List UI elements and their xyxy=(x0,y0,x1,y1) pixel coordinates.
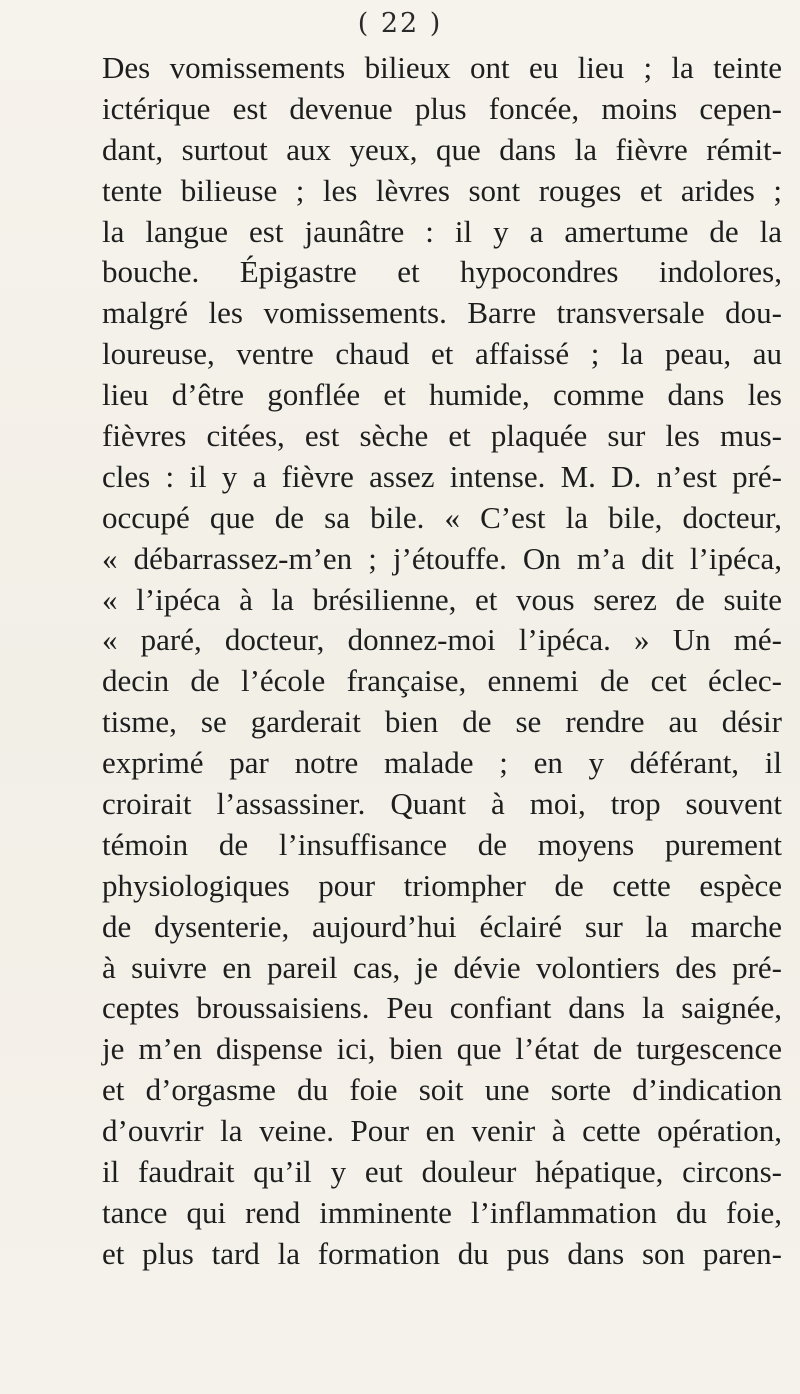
text-line: cles : il y a fièvre assez intense. M. D. n’est pré- xyxy=(102,458,782,494)
text-line: ictérique est devenue plus foncée, moins cepen- xyxy=(102,90,782,126)
text-line: la langue est jaunâtre : il y a amertume de la xyxy=(102,213,782,249)
text-line: d’ouvrir la veine. Pour en venir à cette opération, xyxy=(102,1113,782,1149)
text-line: fièvres citées, est sèche et plaquée sur les mus- xyxy=(102,418,782,454)
text-line: et d’orgasme du foie soit une sorte d’indication xyxy=(102,1072,782,1108)
text-line: lieu d’être gonflée et humide, comme dans les xyxy=(102,377,782,413)
text-line: à suivre en pareil cas, je dévie volontiers des pré- xyxy=(102,949,782,985)
text-line: tance qui rend imminente l’inflammation du foie, xyxy=(102,1194,782,1230)
body-text xyxy=(102,48,782,1275)
text-line: « débarrassez-m’en ; j’étouffe. On m’a dit l’ipéca, xyxy=(102,540,782,576)
text-line: je m’en dispense ici, bien que l’état de turgescence xyxy=(102,1031,782,1067)
page-number: ( 22 ) xyxy=(357,8,443,39)
text-line: il faudrait qu’il y eut douleur hépatique, circons- xyxy=(102,1154,782,1190)
text-line: occupé que de sa bile. « C’est la bile, docteur, xyxy=(102,499,782,535)
text-line: dant, surtout aux yeux, que dans la fièvre rémit- xyxy=(102,131,782,167)
text-line: « paré, docteur, donnez-moi l’ipéca. » Un mé- xyxy=(102,622,782,658)
text-line: Des vomissements bilieux ont eu lieu ; la teinte xyxy=(102,50,782,85)
text-line: decin de l’école française, ennemi de cet éclec- xyxy=(102,663,782,699)
text-line: exprimé par notre malade ; en y déférant, il xyxy=(102,745,782,781)
text-line: « l’ipéca à la brésilienne, et vous serez de suite xyxy=(102,581,782,617)
text-line: et plus tard la formation du pus dans son paren- xyxy=(102,1235,782,1271)
text-line: croirait l’assassiner. Quant à moi, trop souvent xyxy=(102,786,782,822)
text-line: témoin de l’insuffisance de moyens purement xyxy=(102,826,782,862)
text-line: ceptes broussaisiens. Peu confiant dans la saignée, xyxy=(102,990,782,1026)
text-line: de dysenterie, aujourd’hui éclairé sur la marche xyxy=(102,908,782,944)
text-line: loureuse, ventre chaud et affaissé ; la peau, au xyxy=(102,336,782,372)
text-line: bouche. Épigastre et hypocondres indolores, xyxy=(102,254,782,290)
text-line: malgré les vomissements. Barre transversale dou- xyxy=(102,295,782,331)
text-line: physiologiques pour triompher de cette espèce xyxy=(102,867,782,903)
text-line: tisme, se garderait bien de se rendre au désir xyxy=(102,704,782,740)
text-line: tente bilieuse ; les lèvres sont rouges et arides ; xyxy=(102,172,782,208)
